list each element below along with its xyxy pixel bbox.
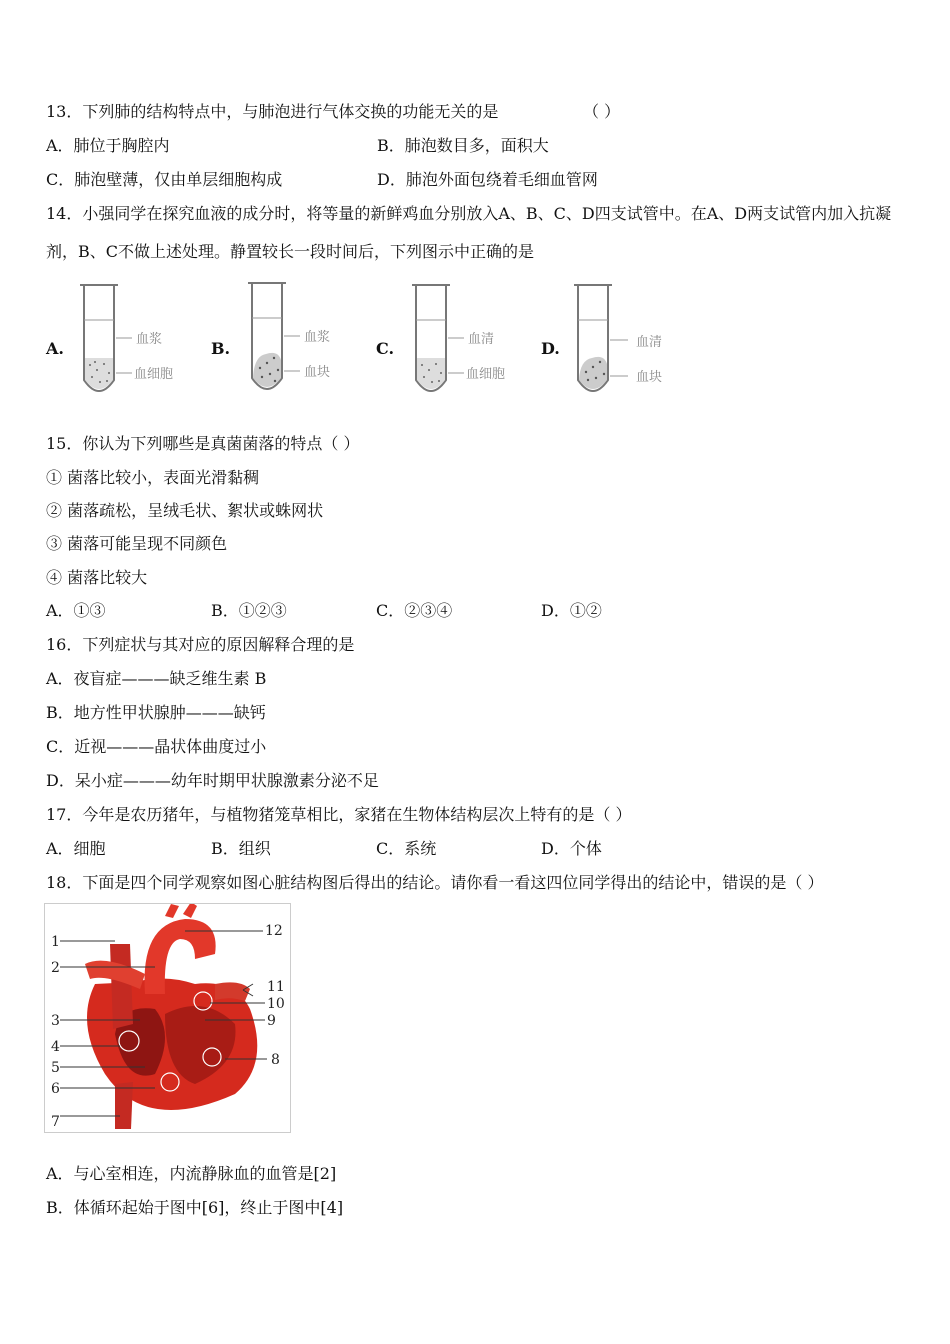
q16-option-d[interactable]: D．呆小症———幼年时期甲状腺激素分泌不足 xyxy=(46,771,379,790)
q17-stem: 17．今年是农历猪年，与植物猪笼草相比，家猪在生物体结构层次上特有的是（ ） xyxy=(46,805,632,824)
heart-label-7: 7 xyxy=(51,1114,60,1130)
q14-fig-b xyxy=(240,278,360,402)
heart-label-11: 11 xyxy=(267,979,285,995)
q15-option-a[interactable]: A．①③ xyxy=(46,601,106,620)
q14-fig-d-top-label: 血清 xyxy=(636,335,663,350)
heart-label-3: 3 xyxy=(51,1013,60,1029)
q13-paren: （ ） xyxy=(583,102,621,121)
heart-label-12: 12 xyxy=(265,923,283,939)
q16-stem: 16．下列症状与其对应的原因解释合理的是 xyxy=(46,635,355,654)
q14-fig-d-letter[interactable]: D. xyxy=(541,339,560,358)
heart-label-4: 4 xyxy=(51,1039,60,1055)
q14-fig-d xyxy=(566,280,686,404)
q13-option-c[interactable]: C．肺泡壁薄，仅由单层细胞构成 xyxy=(46,170,283,189)
q17-option-b[interactable]: B．组织 xyxy=(211,839,271,858)
q14-fig-d-bottom-label: 血块 xyxy=(636,370,663,385)
heart-label-2: 2 xyxy=(51,960,60,976)
q13-stem: 13．下列肺的结构特点中，与肺泡进行气体交换的功能无关的是 xyxy=(46,102,499,121)
q18-stem: 18．下面是四个同学观察如图心脏结构图后得出的结论。请你看一看这四位同学得出的结论中，错误的是（ ） xyxy=(46,873,824,892)
q16-option-a[interactable]: A．夜盲症———缺乏维生素 B xyxy=(46,669,267,688)
heart-label-8: 8 xyxy=(271,1052,280,1068)
q17-option-a[interactable]: A．细胞 xyxy=(46,839,106,858)
q15-statement-4: ④ 菌落比较大 xyxy=(46,568,148,587)
heart-label-6: 6 xyxy=(51,1081,60,1097)
heart-label-10: 10 xyxy=(267,996,285,1012)
q13-option-b[interactable]: B．肺泡数目多，面积大 xyxy=(377,136,549,155)
q14-fig-b-bottom-label: 血块 xyxy=(304,365,331,380)
q14-stem-line2: 剂，B、C不做上述处理。静置较长一段时间后，下列图示中正确的是 xyxy=(46,242,535,261)
q15-option-b[interactable]: B．①②③ xyxy=(211,601,287,620)
q13-option-d[interactable]: D．肺泡外面包绕着毛细血管网 xyxy=(377,170,598,189)
q14-fig-c-bottom-label: 血细胞 xyxy=(466,367,506,382)
q15-statement-3: ③ 菌落可能呈现不同颜色 xyxy=(46,534,228,553)
q14-fig-a-letter[interactable]: A. xyxy=(46,339,64,358)
q14-fig-c-letter[interactable]: C. xyxy=(376,339,395,358)
q14-fig-a-top-label: 血浆 xyxy=(136,332,163,347)
q18-option-b[interactable]: B．体循环起始于图中[6]，终止于图中[4] xyxy=(46,1198,344,1217)
q15-statement-2: ② 菌落疏松，呈绒毛状、絮状或蛛网状 xyxy=(46,501,324,520)
q15-option-d[interactable]: D．①② xyxy=(541,601,602,620)
q16-option-b[interactable]: B．地方性甲状腺肿———缺钙 xyxy=(46,703,266,722)
q14-fig-b-top-label: 血浆 xyxy=(304,330,331,345)
q17-option-c[interactable]: C．系统 xyxy=(376,839,437,858)
q14-fig-c-top-label: 血清 xyxy=(468,332,495,347)
q15-stem: 15．你认为下列哪些是真菌菌落的特点（ ） xyxy=(46,434,360,453)
q14-stem-line1: 14．小强同学在探究血液的成分时，将等量的新鲜鸡血分别放入A、B、C、D四支试管中。在A、D两支试管内加入抗凝 xyxy=(46,204,892,223)
heart-label-1: 1 xyxy=(51,934,60,950)
heart-label-9: 9 xyxy=(267,1013,276,1029)
q14-fig-a xyxy=(72,280,192,404)
q16-option-c[interactable]: C．近视———晶状体曲度过小 xyxy=(46,737,267,756)
q14-fig-a-bottom-label: 血细胞 xyxy=(134,367,174,382)
q14-fig-c xyxy=(404,280,524,404)
heart-label-5: 5 xyxy=(51,1060,60,1076)
q15-statement-1: ① 菌落比较小，表面光滑黏稠 xyxy=(46,468,260,487)
q17-option-d[interactable]: D．个体 xyxy=(541,839,602,858)
q18-option-a[interactable]: A．与心室相连，内流静脉血的血管是[2] xyxy=(46,1164,337,1183)
q15-option-c[interactable]: C．②③④ xyxy=(376,601,453,620)
q14-fig-b-letter[interactable]: B. xyxy=(211,339,231,358)
q13-option-a[interactable]: A．肺位于胸腔内 xyxy=(46,136,170,155)
heart-diagram xyxy=(44,903,291,1133)
